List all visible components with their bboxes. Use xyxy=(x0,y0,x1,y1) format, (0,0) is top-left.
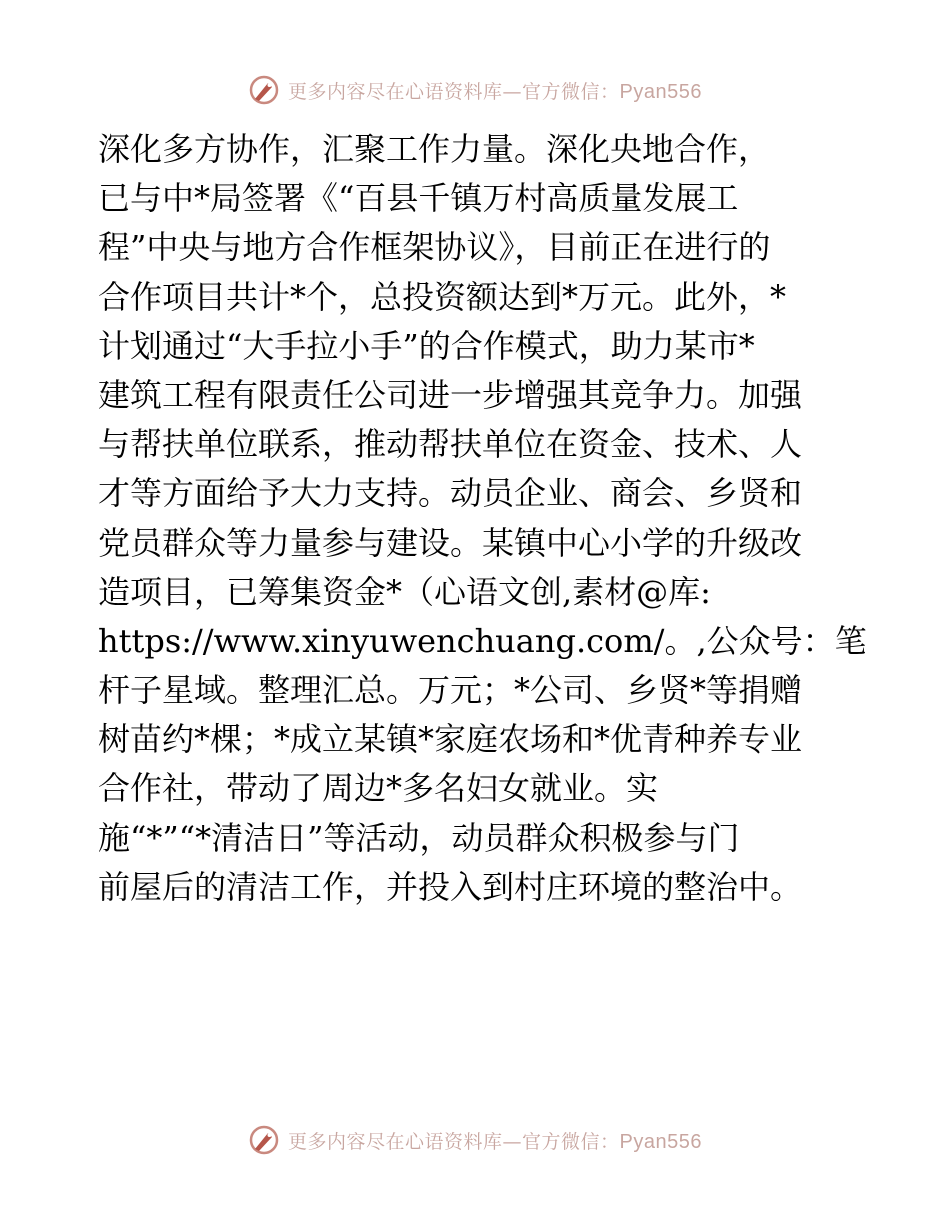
body-line: 才等方面给予大力支持。动员企业、商会、乡贤和 xyxy=(98,474,803,513)
body-line: 前屋后的清洁工作，并投入到村庄环境的整治中。 xyxy=(98,867,803,906)
body-line-url: https://www.xinyuwenchuang.com/。,公众号：笔 xyxy=(98,621,867,660)
header-watermark-banner xyxy=(0,70,950,110)
body-line: 合作社，带动了周边*多名妇女就业。实 xyxy=(98,769,659,808)
header-watermark-text: 更多内容尽在心语资料库—官方微信：Pyan556 xyxy=(288,80,702,103)
header-wechat-id: Pyan556 xyxy=(619,80,702,103)
body-line: 程”中央与地方合作框架协议》，目前正在进行的 xyxy=(98,228,771,267)
body-line: 深化多方协作，汇聚工作力量。深化央地合作， xyxy=(98,130,771,168)
body-line: 合作项目共计*个，总投资额达到*万元。此外，* xyxy=(98,277,787,316)
body-line: 建筑工程有限责任公司进一步增强其竞争力。加强 xyxy=(98,375,803,414)
body-line: 与帮扶单位联系，推动帮扶单位在资金、技术、人 xyxy=(98,425,803,464)
body-line: 计划通过“大手拉小手”的合作模式，助力某市* xyxy=(98,326,755,365)
body-line: 党员群众等力量参与建设。某镇中心小学的升级改 xyxy=(98,523,803,562)
pen-nib-circle-icon xyxy=(248,1124,280,1156)
body-line: 造项目，已筹集资金*（心语文创,素材@库: xyxy=(98,572,711,611)
footer-watermark-text: 更多内容尽在心语资料库—官方微信：Pyan556 xyxy=(288,1130,702,1153)
document-body xyxy=(98,125,867,912)
body-line: 施“*”“*清洁日”等活动，动员群众积极参与门 xyxy=(98,818,740,857)
pen-nib-circle-icon xyxy=(248,74,280,106)
body-line: 杆子星域。整理汇总。万元；*公司、乡贤*等捐赠 xyxy=(98,671,803,710)
footer-wechat-id: Pyan556 xyxy=(619,1130,702,1153)
footer-watermark-banner xyxy=(0,1120,950,1160)
body-line: 已与中*局签署《“百县千镇万村高质量发展工 xyxy=(98,179,739,218)
body-line: 树苗约*棵；*成立某镇*家庭农场和*优青种养专业 xyxy=(98,720,803,759)
